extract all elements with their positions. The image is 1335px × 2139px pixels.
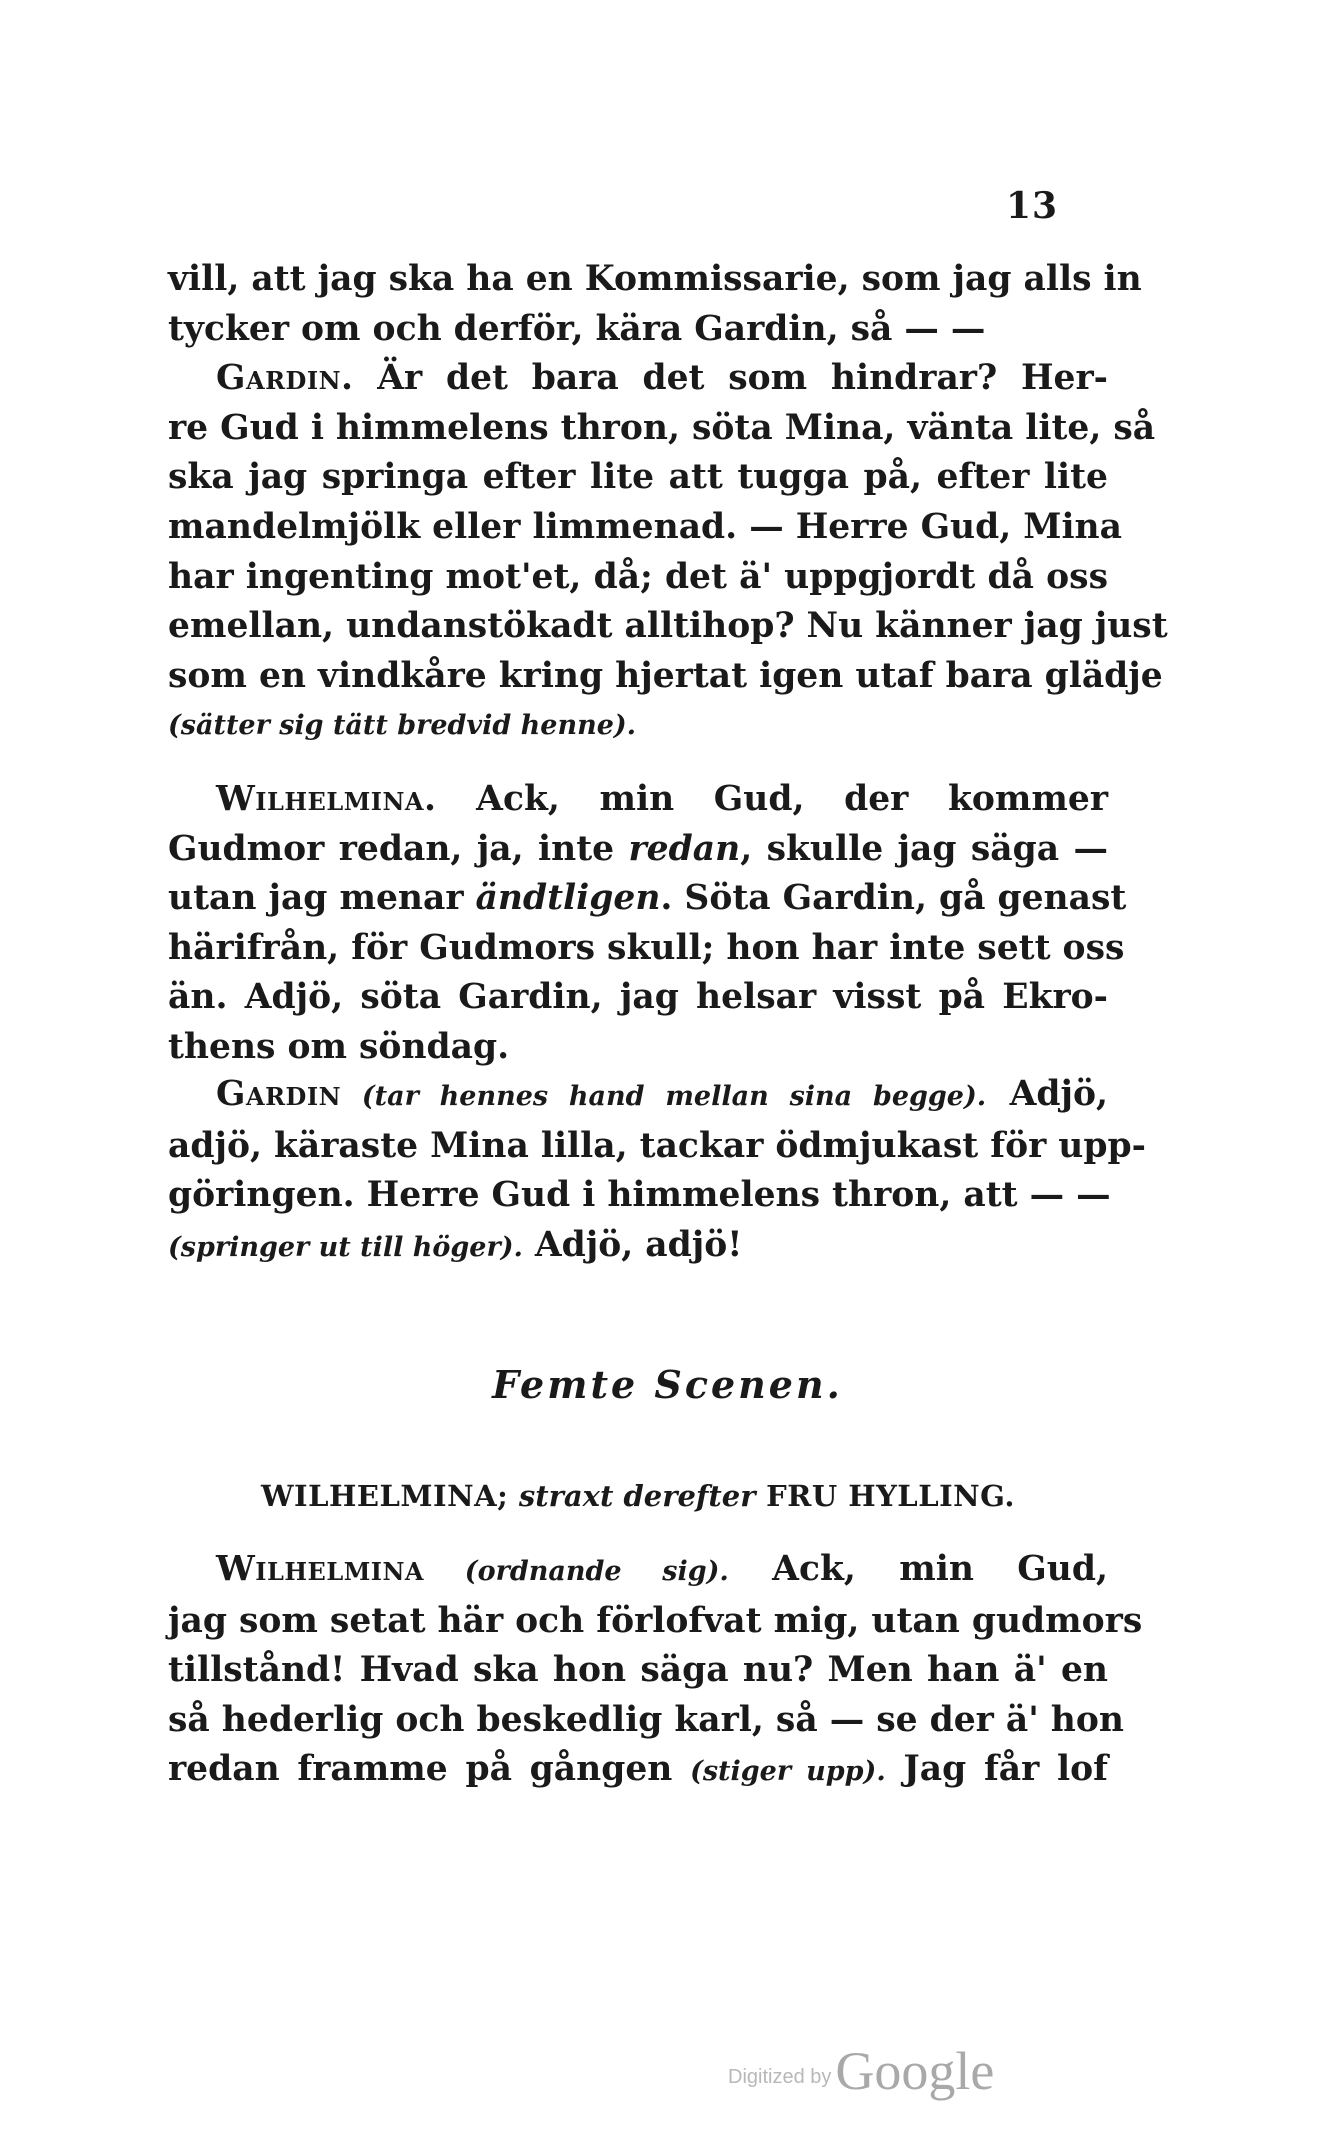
stage-direction: (stiger upp). [690, 1756, 886, 1788]
paragraph-wilhelmina-2 [168, 1545, 1143, 1797]
stage-direction: (ordnande sig). [424, 1556, 729, 1587]
paragraph-gardin [168, 1070, 1146, 1272]
text-line [168, 874, 1127, 924]
text-line: adjö, käraste Mina lilla, tackar ödmjukast för upp- [168, 1125, 1146, 1166]
speech-text: Adjö, [986, 1074, 1108, 1114]
stage-direction: (sätter sig tätt bredvid henne). [168, 710, 637, 742]
speech-text: Adjö, adjö! [522, 1224, 743, 1265]
dramatis-personae [168, 1476, 1108, 1516]
text-line: re Gud i himmelens thron, söta Mina, vänta lite, så [168, 407, 1156, 448]
text-line: vill, att jag ska ha en Kommissarie, som jag alls in [168, 259, 1142, 299]
character-name: FRU HYLLING. [755, 1479, 1015, 1513]
speech-text: Jag får lof [885, 1749, 1108, 1790]
digitized-label: Digitized by [728, 2066, 832, 2088]
page-number: 13 [1006, 185, 1059, 227]
stage-direction: straxt derefter [518, 1479, 756, 1513]
text-line: har ingenting mot'et, då; det ä' uppgjordt då oss [168, 556, 1108, 597]
paragraph-continuation [168, 255, 1168, 751]
text-line: än. Adjö, söta Gardin, jag helsar visst på Ekro- [168, 977, 1108, 1018]
speech-text: Är det bara det som hindrar? Her- [353, 358, 1108, 399]
text-line: tycker om och derför, kära Gardin, så — — [168, 308, 986, 349]
speech-text: redan framme på gången [168, 1749, 691, 1790]
google-wordmark: Google [835, 2041, 995, 2101]
speech-text: , skulle jag säga — [740, 828, 1108, 869]
text-line: göringen. Herre Gud i himmelens thron, att — — [168, 1175, 1111, 1216]
emphasis-text: redan [628, 828, 741, 869]
text-line [168, 1545, 1108, 1597]
speaker-name: Gardin. [216, 358, 354, 399]
stage-direction: (springer ut till höger). [168, 1231, 523, 1263]
text-line: emellan, undanstökadt alltihop? Nu känner jag just [168, 606, 1168, 647]
text-line: thens om söndag. [168, 1026, 510, 1067]
emphasis-text: ändtligen [475, 878, 661, 919]
text-line: mandelmjölk eller limmenad. — Herre Gud, Mina [168, 506, 1122, 547]
text-line: så hederlig och beskedlig karl, så — se der ä' hon [168, 1699, 1124, 1740]
character-name: WILHELMINA; [260, 1479, 519, 1513]
text-line: jag som setat här och förlofvat mig, utan gudmors [168, 1600, 1143, 1641]
text-line: tillstånd! Hvad ska hon säga nu? Men han ä' en [168, 1650, 1108, 1691]
text-line [168, 775, 1108, 825]
speech-text: Gudmor redan, ja, inte [168, 828, 629, 869]
paragraph-wilhelmina [168, 775, 1127, 1073]
digitized-by-google-watermark [728, 2040, 994, 2102]
text-line [168, 354, 1108, 404]
text-line [168, 1745, 1108, 1797]
text-line [168, 1221, 1108, 1273]
text-line: ska jag springa efter lite att tugga på, efter lite [168, 457, 1108, 498]
speaker-name: Wilhelmina. [216, 779, 437, 819]
speech-text: Ack, min Gud, der kommer [436, 779, 1108, 819]
speaker-name: Wilhelmina [216, 1549, 425, 1589]
text-line [168, 825, 1108, 875]
scene-heading: Femte Scenen. [492, 1362, 843, 1407]
text-line: som en vindkåre kring hjertat igen utaf bara glädje [168, 655, 1163, 696]
speech-text: utan jag menar [168, 878, 476, 919]
speaker-name: Gardin [216, 1074, 342, 1114]
text-line [168, 1070, 1108, 1122]
speech-text: Ack, min Gud, [728, 1549, 1108, 1589]
stage-direction: (tar hennes hand mellan sina begge). [341, 1081, 987, 1112]
text-line: härifrån, för Gudmors skull; hon har inte sett oss [168, 927, 1125, 968]
speech-text: . Söta Gardin, gå genast [660, 878, 1127, 919]
